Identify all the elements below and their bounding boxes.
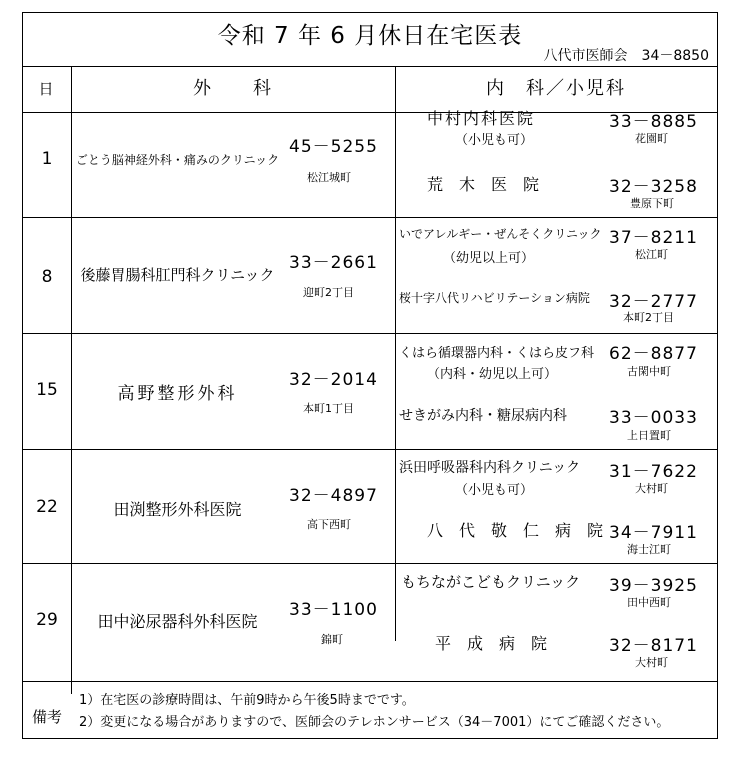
remarks-note: 1）在宅医の診療時間は、午前9時から午後5時までです。 <box>79 693 415 708</box>
header-surgery: 外 科 <box>193 78 273 99</box>
internal-clinic-name: もちながこどもクリニック <box>401 573 581 591</box>
surgery-phone: 32－4897 <box>289 486 378 506</box>
surgery-phone: 32－2014 <box>289 370 378 390</box>
internal-town: 本町2丁目 <box>623 311 674 324</box>
internal-phone: 34－7911 <box>609 523 698 543</box>
surgery-town: 松江城町 <box>307 171 351 184</box>
internal-phone: 31－7622 <box>609 462 698 482</box>
internal-clinic-name: いでアレルギー・ぜんそくクリニック <box>399 227 602 241</box>
surgery-phone: 45－5255 <box>289 137 378 157</box>
internal-town: 田中西町 <box>627 596 671 609</box>
title-row <box>23 13 717 67</box>
surgery-phone: 33－1100 <box>289 600 378 620</box>
page-title: 令和 7 年 6 月休日在宅医表 <box>217 23 523 49</box>
internal-town: 大村町 <box>635 482 668 495</box>
internal-town: 松江町 <box>635 248 668 261</box>
internal-phone: 32－2777 <box>609 292 698 312</box>
internal-clinic-name: せきがみ内科・糖尿病内科 <box>399 408 567 424</box>
internal-clinic-note: （幼児以上可） <box>443 251 535 266</box>
row-divider <box>23 563 717 564</box>
surgery-clinic-name: ごとう脳神経外科・痛みのクリニック <box>75 153 280 167</box>
internal-phone: 39－3925 <box>609 576 698 596</box>
remarks-label: 備考 <box>31 708 62 726</box>
internal-town: 花園町 <box>635 132 668 145</box>
internal-clinic-note: （小児も可） <box>455 133 534 148</box>
row-day: 22 <box>36 497 58 517</box>
row-day: 29 <box>36 610 58 630</box>
internal-clinic-note: （小児も可） <box>455 483 534 498</box>
internal-clinic-name: くはら循環器内科・くはら皮フ科 <box>399 346 595 361</box>
internal-phone: 33－0033 <box>609 408 698 428</box>
internal-town: 大村町 <box>635 656 668 669</box>
remarks-note: 2）変更になる場合がありますので、医師会のテレホンサービス（34－7001）にてご確認ください。 <box>79 715 670 730</box>
header-day: 日 <box>38 80 56 98</box>
schedule-document <box>22 12 718 739</box>
surgery-town: 錦町 <box>321 633 343 646</box>
internal-clinic-name: 桜十字八代リハビリテーション病院 <box>399 291 590 305</box>
surgery-clinic-name: 後藤胃腸科肛門科クリニック <box>80 266 275 284</box>
internal-town: 豊原下町 <box>630 197 674 210</box>
internal-town: 海士江町 <box>627 543 671 556</box>
surgery-clinic-name: 田中泌尿器科外科医院 <box>97 612 258 631</box>
internal-clinic-name: 浜田呼吸器科内科クリニック <box>399 460 581 476</box>
internal-clinic-name: 荒 木 医 院 <box>427 175 540 194</box>
surgery-town: 迎町2丁目 <box>303 286 354 299</box>
internal-phone: 62－8877 <box>609 344 698 364</box>
internal-clinic-name: 平 成 病 院 <box>435 634 548 653</box>
internal-clinic-name: 中村内科医院 <box>427 109 536 128</box>
surgery-town: 本町1丁目 <box>303 402 354 415</box>
row-day: 8 <box>41 267 53 287</box>
surgery-town: 高下西町 <box>307 518 351 531</box>
association-contact: 八代市医師会 34－8850 <box>543 48 709 64</box>
internal-phone: 32－8171 <box>609 636 698 656</box>
table-header-row <box>23 66 717 113</box>
surgery-phone: 33－2661 <box>289 253 378 273</box>
row-day: 15 <box>36 380 58 400</box>
row-divider <box>23 217 717 218</box>
internal-phone: 32－3258 <box>609 177 698 197</box>
row-divider <box>23 681 717 682</box>
row-divider <box>23 333 717 334</box>
column-divider <box>395 66 396 641</box>
row-day: 1 <box>41 149 53 169</box>
header-internal: 内 科／小児科 <box>486 78 626 99</box>
internal-phone: 33－8885 <box>609 112 698 132</box>
row-divider <box>23 449 717 450</box>
internal-clinic-name: 八 代 敬 仁 病 院 <box>427 521 604 540</box>
surgery-clinic-name: 高野整形外科 <box>117 384 238 404</box>
internal-town: 古閑中町 <box>627 365 671 378</box>
internal-town: 上日置町 <box>627 429 671 442</box>
internal-clinic-note: （内科・幼児以上可） <box>427 367 558 382</box>
surgery-clinic-name: 田渕整形外科医院 <box>113 500 242 519</box>
internal-phone: 37－8211 <box>609 228 698 248</box>
